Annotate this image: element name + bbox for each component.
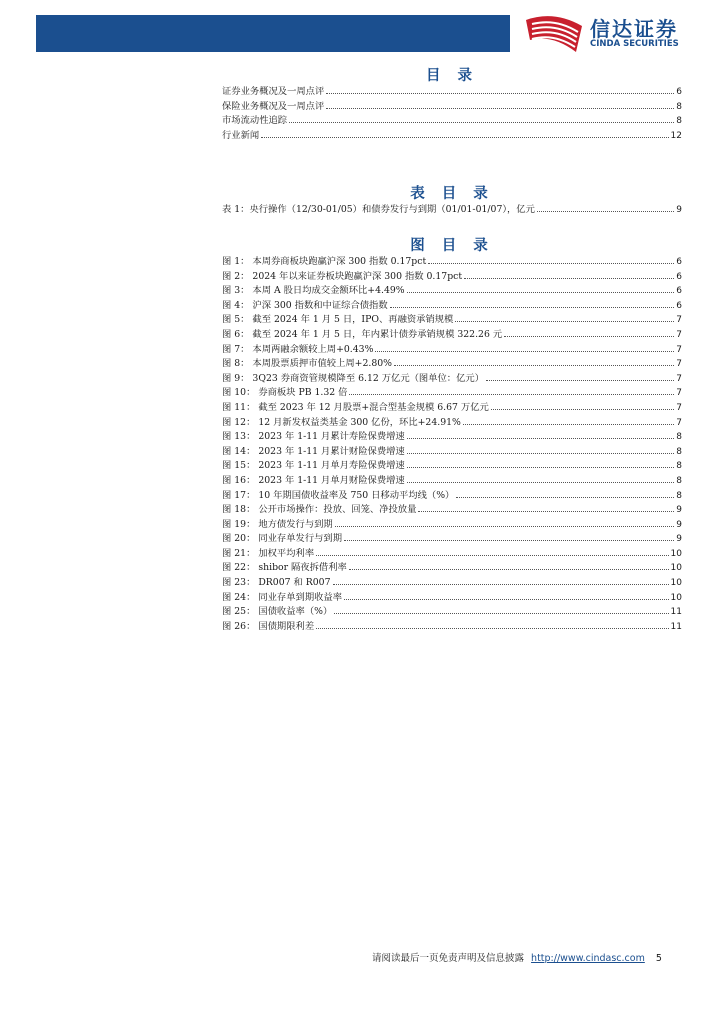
figure-list-entry-label: 图 19： 地方债发行与到期 [222,518,333,530]
figure-list-entry-label: 图 14： 2023 年 1-11 月累计财险保费增速 [222,445,405,457]
figure-list-entry[interactable] [222,428,682,443]
figure-list-entry[interactable] [222,414,682,429]
figure-list-entry[interactable] [222,501,682,516]
figure-list-entry-label: 图 25： 国债收益率（%） [222,606,333,618]
figure-list-entry-label: 图 1： 本周券商板块跑赢沪深 300 指数 0.17pct [222,256,427,267]
cinda-logo-icon [522,12,586,56]
toc-entry-label: 证券业务概况及一周点评 [222,86,325,97]
dot-leader [428,255,674,264]
toc-entry-page: 6 [676,87,682,97]
figure-list-entry-page: 7 [676,402,682,413]
figure-list-entry[interactable] [222,603,682,618]
figures-list [222,253,682,632]
dot-leader [407,474,675,483]
table-list-entry[interactable] [222,201,682,216]
dot-leader [455,313,674,322]
figure-list-entry-label: 图 13： 2023 年 1-11 月累计寿险保费增速 [222,431,405,443]
dot-leader [394,357,674,366]
figure-list-entry[interactable] [222,530,682,545]
figure-list-entry-page: 7 [676,344,682,355]
dot-leader [504,328,674,337]
dot-leader [344,532,674,541]
figure-list-entry[interactable] [222,297,682,312]
figure-list-entry[interactable] [222,516,682,531]
dot-leader [390,299,675,308]
tables-list [222,201,682,216]
figure-list-entry-page: 9 [676,534,682,545]
dot-leader [333,576,669,585]
dot-leader [326,100,674,109]
figure-list-entry-page: 7 [676,388,682,399]
dot-leader [407,459,675,468]
brand-name-en: CINDA SECURITIES [590,39,679,49]
figure-list-entry[interactable] [222,399,682,414]
dot-leader [537,203,674,212]
dot-leader [464,270,674,279]
figure-list-entry-label: 图 10： 券商板块 PB 1.32 倍 [222,387,348,399]
figure-list-entry[interactable] [222,384,682,399]
toc-entry[interactable] [222,112,682,127]
figure-list-entry-page: 7 [676,359,682,370]
figures-title: 图 目 录 [410,237,494,254]
dot-leader [407,284,675,293]
figure-list-entry[interactable] [222,574,682,589]
dot-leader [289,114,674,123]
figure-list-entry-page: 10 [670,578,682,589]
toc-title: 目 录 [425,67,479,84]
figure-list-entry-label: 图 20： 同业存单发行与到期 [222,533,343,545]
figure-list-entry-label: 图 23： DR007 和 R007 [222,577,331,589]
figure-list-entry-label: 图 9： 3Q23 券商资管规模降至 6.12 万亿元（图单位：亿元） [222,372,484,384]
toc-entry-label: 行业新闻 [222,129,260,141]
table-list-entry-page: 9 [676,205,682,215]
toc-entry-page: 8 [676,101,682,112]
tables-title: 表 目 录 [410,185,494,202]
figure-list-entry-label: 图 5： 截至 2024 年 1 月 5 日，IPO、再融资承销规模 [222,314,454,326]
page-footer [372,950,682,964]
figure-list-entry-label: 图 15： 2023 年 1-11 月单月寿险保费增速 [222,460,405,472]
figure-list-entry[interactable] [222,589,682,604]
toc-entry-page: 8 [676,116,682,127]
figure-list-entry-page: 7 [676,315,682,326]
dot-leader [456,489,674,498]
dot-leader [316,620,668,629]
dot-leader [334,605,668,614]
figure-list-entry[interactable] [222,472,682,487]
dot-leader [335,518,675,527]
figure-list-entry[interactable] [222,326,682,341]
dot-leader [344,591,669,600]
figure-list-entry-label: 图 3： 本周 A 股日均成交金额环比+4.49% [222,285,405,297]
figure-list-entry-page: 6 [676,300,682,311]
dot-leader [326,85,674,94]
figure-list-entry[interactable] [222,559,682,574]
figure-list-entry-page: 9 [676,505,682,516]
toc-entry[interactable] [222,127,682,142]
figure-list-entry-label: 图 21： 加权平均利率 [222,547,315,559]
figure-list-entry-page: 7 [676,417,682,428]
page-number: 5 [655,953,662,964]
dot-leader [349,386,674,395]
figure-list-entry-page: 8 [676,432,682,443]
figure-list-entry-label: 图 24： 同业存单到期收益率 [222,591,343,603]
brand-logo [522,12,697,58]
dot-leader [316,547,668,556]
figure-list-entry-page: 8 [676,446,682,457]
figure-list-entry-page: 10 [670,592,682,603]
figure-list-entry-page: 11 [670,621,682,632]
figure-list-entry-page: 6 [676,286,682,297]
figure-list-entry-page: 7 [676,373,682,384]
disclaimer-text: 请阅读最后一页免责声明及信息披露 [372,953,525,964]
figure-list-entry[interactable] [222,370,682,385]
figure-list-entry-label: 图 17： 10 年期国债收益率及 750 日移动平均线（%） [222,489,455,501]
figure-list-entry-page: 10 [670,548,682,559]
dot-leader [463,416,674,425]
figure-list-entry-label: 图 7： 本周两融余额较上周+0.43% [222,343,374,355]
figure-list-entry-page: 8 [676,490,682,501]
table-list-entry-label: 表 1：央行操作（12/30-01/05）和债券发行与到期（01/01-01/07），亿元 [222,204,535,215]
figure-list-entry-label: 图 26： 国债期限利差 [222,620,315,632]
figure-list-entry[interactable] [222,457,682,472]
figure-list-entry[interactable] [222,282,682,297]
brand-name-cn: 信达证券 [590,17,678,41]
figure-list-entry-label: 图 18： 公开市场操作：投放、回笼、净投放量 [222,504,417,516]
figure-list-entry-label: 图 2： 2024 年以来证券板块跑赢沪深 300 指数 0.17pct [222,270,463,282]
dot-leader [418,503,674,512]
figure-list-entry[interactable] [222,443,682,458]
toc-entry-label: 保险业务概况及一周点评 [222,100,325,112]
figure-list-entry-label: 图 11： 截至 2023 年 12 月股票+混合型基金规模 6.67 万亿元 [222,401,489,413]
figure-list-entry[interactable] [222,341,682,356]
dot-leader [375,343,674,352]
figure-list-entry[interactable] [222,355,682,370]
figure-list-entry-page: 10 [670,563,682,574]
figure-list-entry[interactable] [222,268,682,283]
figure-list-entry[interactable] [222,545,682,560]
dot-leader [486,372,674,381]
figure-list-entry-page: 11 [670,607,682,618]
figure-list-entry-label: 图 4： 沪深 300 指数和中证综合债指数 [222,299,388,311]
figure-list-entry-label: 图 8： 本周股票质押市值较上周+2.80% [222,358,393,370]
header-bar [36,15,510,52]
dot-leader [491,401,674,410]
figure-list-entry[interactable] [222,311,682,326]
toc-entry[interactable] [222,83,682,98]
website-link[interactable]: http://www.cindasc.com [531,953,645,964]
dot-leader [261,129,668,138]
figure-list-entry-page: 7 [676,329,682,340]
figure-list-entry[interactable] [222,253,682,268]
figure-list-entry[interactable] [222,487,682,502]
toc-entry[interactable] [222,98,682,113]
figure-list-entry[interactable] [222,618,682,633]
dot-leader [407,430,675,439]
figure-list-entry-page: 9 [676,519,682,530]
figure-list-entry-label: 图 6： 截至 2024 年 1 月 5 日，年内累计债券承销规模 322.26 元 [222,328,503,340]
figure-list-entry-label: 图 12： 12 月新发权益类基金 300 亿份，环比+24.91% [222,416,461,428]
dot-leader [349,561,669,570]
toc-entry-page: 12 [670,130,682,141]
figure-list-entry-label: 图 22： shibor 隔夜拆借利率 [222,562,347,574]
figure-list-entry-page: 8 [676,475,682,486]
toc-list [222,83,682,141]
figure-list-entry-page: 6 [676,271,682,282]
figure-list-entry-label: 图 16： 2023 年 1-11 月单月财险保费增速 [222,474,405,486]
figure-list-entry-page: 6 [676,257,682,267]
toc-entry-label: 市场流动性追踪 [222,115,288,127]
figure-list-entry-page: 8 [676,461,682,472]
dot-leader [407,445,675,454]
